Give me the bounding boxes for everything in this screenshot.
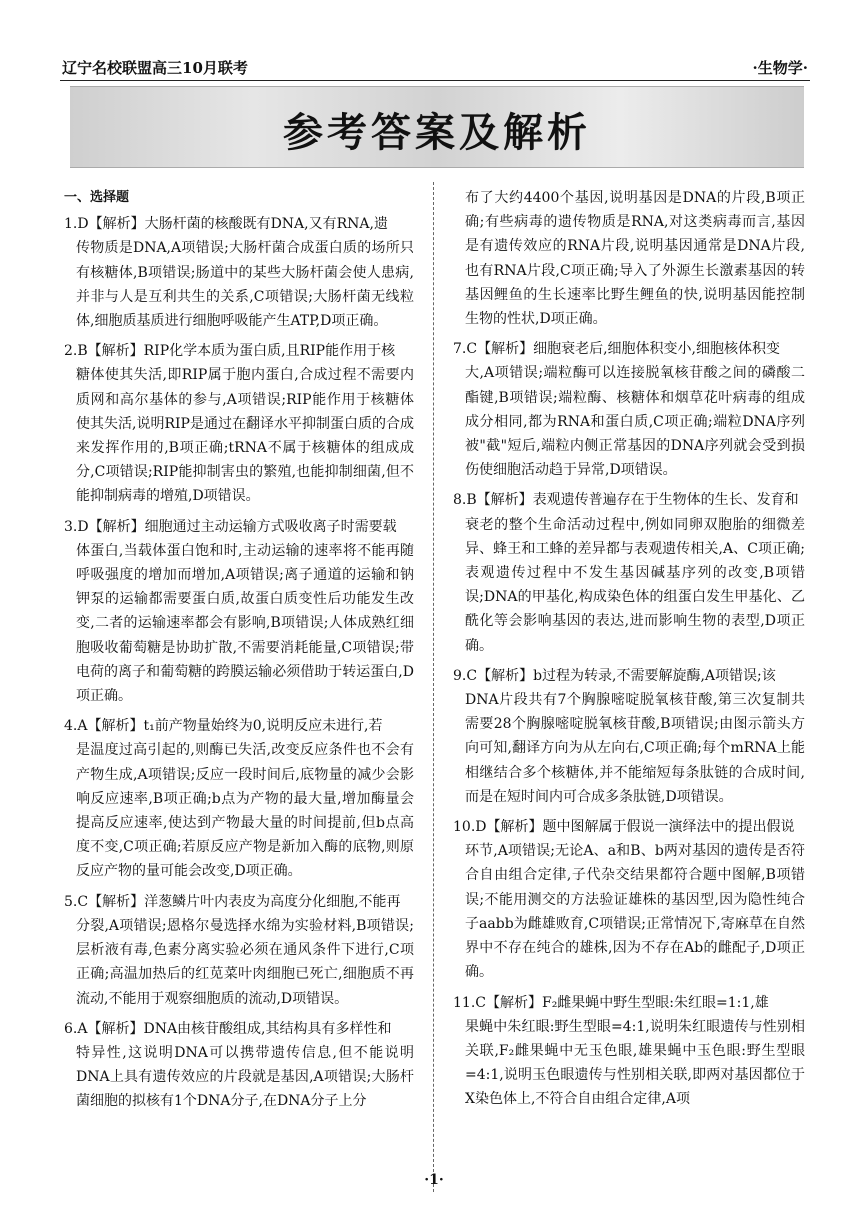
right-column bbox=[453, 186, 805, 1118]
answer-head: 8.B【解析】表观遗传普遍存在于生物体的生长、发育和 bbox=[453, 492, 799, 509]
answer-item-8 bbox=[453, 488, 805, 657]
answer-item-1 bbox=[64, 212, 414, 333]
answer-body: 布了大约4400个基因,说明基因是DNA的片段,B项正确;有些病毒的遗传物质是RNA,对这类病毒而言,基因是有遗传效应的RNA片段,说明基因通常是DNA片段,也有RNA片段,C项正确;导入了外源生长激素基因的转基因鲤鱼的生长速率比野生鲤鱼的快,说明基因能控制生物的性状,D项正确。 bbox=[465, 190, 805, 328]
answer-head: 11.C【解析】F₂雌果蝇中野生型眼:朱红眼=1:1,雄 bbox=[453, 994, 769, 1011]
answer-item-6 bbox=[64, 1017, 414, 1114]
answer-item-4 bbox=[64, 714, 414, 883]
banner-title: 参考答案及解析 bbox=[283, 110, 591, 156]
answer-body: 衰老的整个生命活动过程中,例如同卵双胞胎的细微差异、蜂王和工蜂的差异都与表观遗传相关,A、C项正确;表观遗传过程中不发生基因碱基序列的改变,B项错误;DNA的甲基化,构成染色体的组蛋白发生甲基化、乙酰化等会影响基因的表达,进而影响生物的表型,D项正确。 bbox=[465, 516, 805, 654]
answer-body: 特异性,这说明DNA可以携带遗传信息,但不能说明DNA上具有遗传效应的片段就是基因,A项错误;大肠杆菌细胞的拟核有1个DNA分子,在DNA分子上分 bbox=[76, 1044, 414, 1110]
answer-head: 10.D【解析】题中图解属于假说一演绎法中的提出假说 bbox=[453, 819, 795, 836]
answer-body: 果蝇中朱红眼:野生型眼=4:1,说明朱红眼遗传与性别相关联,F₂雌果蝇中无玉色眼,雄果蝇中玉色眼:野生型眼=4:1,说明玉色眼遗传与性别相关联,即两对基因都位于X染色体上,不符合自由组合定律,A项 bbox=[465, 1018, 805, 1108]
left-column bbox=[64, 186, 414, 1120]
answer-item-7 bbox=[453, 337, 805, 482]
answer-body: 分裂,A项错误;恩格尔曼选择水绵为实验材料,B项错误;层析液有毒,色素分离实验必须在通风条件下进行,C项正确;高温加热后的红苋菜叶肉细胞已死亡,细胞质不再流动,不能用于观察细胞质的流动,D项错误。 bbox=[76, 917, 414, 1007]
answer-body: 体蛋白,当载体蛋白饱和时,主动运输的速率将不能再随呼吸强度的增加而增加,A项错误;离子通道的运输和钠钾泵的运输都需要蛋白质,故蛋白质变性后功能发生改变,二者的运输速率都会有影响,B项错误;人体成熟红细胞吸收葡萄糖是协助扩散,不需要消耗能量,C项错误;带电荷的离子和葡萄糖的跨膜运输必须借助于转运蛋白,D项正确。 bbox=[76, 542, 414, 705]
answer-head: 6.A【解析】DNA由核苷酸组成,其结构具有多样性和 bbox=[64, 1020, 392, 1037]
title-banner bbox=[70, 86, 804, 168]
answer-head: 1.D【解析】大肠杆菌的核酸既有DNA,又有RNA,遗 bbox=[64, 216, 388, 233]
answer-item-5 bbox=[64, 890, 414, 1011]
exam-title: 辽宁名校联盟高三10月联考 bbox=[62, 59, 248, 77]
page-number: ·1· bbox=[424, 1172, 444, 1188]
answer-body: 是温度过高引起的,则酶已失活,改变反应条件也不会有产物生成,A项错误;反应一段时间后,底物量的减少会影响反应速率,B项正确;b点为产物的最大量,增加酶量会提高反应速率,使达到产物最大量的时间提前,但b点高度不变,C项正确;若原反应产物是新加入酶的底物,则原反应产物的量可能会改变,D项正确。 bbox=[76, 742, 414, 880]
answer-body: DNA片段共有7个胸腺嘧啶脱氧核苷酸,第三次复制共需要28个胸腺嘧啶脱氧核苷酸,B项错误;由图示箭头方向可知,翻译方向为从左向右,C项正确;每个mRNA上能相继结合多个核糖体,并不能缩短每条肽链的合成时间,而是在短时间内可合成多条肽链,D项错误。 bbox=[465, 692, 805, 805]
section-title: 一、选择题 bbox=[64, 190, 130, 205]
answer-body: 传物质是DNA,A项错误;大肠杆菌合成蛋白质的场所只有核糖体,B项错误;肠道中的某些大肠杆菌会使人患病,并非与人是互利共生的关系,C项错误;大肠杆菌无线粒体,细胞质基质进行细胞呼吸能产生ATP,D项正确。 bbox=[76, 240, 414, 330]
answer-item-10 bbox=[453, 815, 805, 984]
answer-head: 9.C【解析】b过程为转录,不需要解旋酶,A项错误;该 bbox=[453, 667, 776, 684]
answer-item-2 bbox=[64, 339, 414, 508]
answer-head: 7.C【解析】细胞衰老后,细胞体积变小,细胞核体积变 bbox=[453, 341, 780, 358]
answer-body: 环节,A项错误;无论A、a和B、b两对基因的遗传是否符合自由组合定律,子代杂交结果都符合题中图解,B项错误;不能用测交的方法验证雄株的基因型,因为隐性纯合子aabb为雌雄败育,C项错误;正常情况下,寄麻草在自然界中不存在纯合的雄株,因为不存在Ab的雌配子,D项正确。 bbox=[465, 843, 805, 981]
answer-item-9 bbox=[453, 664, 805, 809]
answer-item-6-continued bbox=[453, 186, 805, 331]
column-divider bbox=[433, 182, 434, 1192]
header-rule bbox=[60, 80, 810, 81]
answer-item-3 bbox=[64, 515, 414, 709]
answer-head: 3.D【解析】细胞通过主动运输方式吸收离子时需要载 bbox=[64, 518, 397, 535]
answer-body: 大,A项错误;端粒酶可以连接脱氧核苷酸之间的磷酸二酯键,B项错误;端粒酶、核糖体和烟草花叶病毒的组成成分相同,都为RNA和蛋白质,C项正确;端粒DNA序列被"截"短后,端粒内侧正常基因的DNA序列就会受到损伤使细胞活动趋于异常,D项错误。 bbox=[465, 365, 805, 479]
answer-body: 糖体使其失活,即RIP属于胞内蛋白,合成过程不需要内质网和高尔基体的参与,A项错误;RIP能作用于核糖体使其失活,说明RIP是通过在翻译水平抑制蛋白质的合成来发挥作用的,B项正确;tRNA不属于核糖体的组成成分,C项错误;RIP能抑制害虫的繁殖,也能抑制细菌,但不能抑制病毒的增殖,D项错误。 bbox=[76, 367, 414, 505]
answer-head: 5.C【解析】洋葱鳞片叶内表皮为高度分化细胞,不能再 bbox=[64, 893, 401, 910]
answer-item-11 bbox=[453, 991, 805, 1112]
answer-head: 4.A【解析】t₁前产物量始终为0,说明反应未进行,若 bbox=[64, 718, 383, 735]
answer-head: 2.B【解析】RIP化学本质为蛋白质,且RIP能作用于核 bbox=[64, 343, 396, 360]
subject-label: ·生物学· bbox=[752, 59, 808, 77]
